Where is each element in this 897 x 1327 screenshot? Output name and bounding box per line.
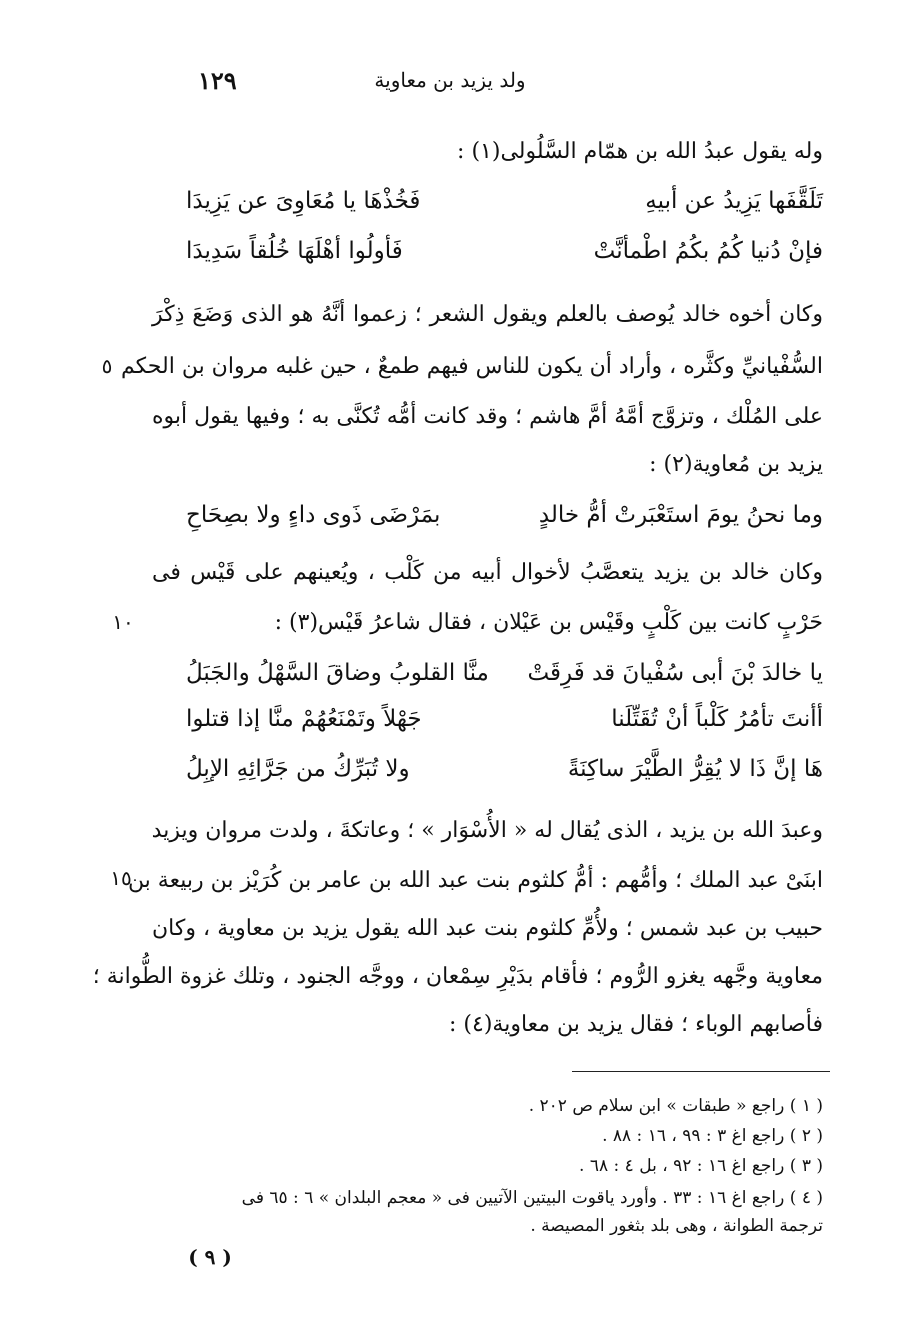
verse3-line2-right: أأنتَ تأمُرُ كَلْباً أنْ تُقَتِّلَنا: [611, 706, 823, 732]
footnote-4-continuation: ترجمة الطوانة ، وهى بلد بثغور المصيصة .: [530, 1216, 823, 1236]
verse3-line3-right: هَا إنَّ ذَا لا يُقِرُّ الطَّيْرَ ساكِنَةً: [567, 756, 823, 782]
verse1-line1-right: تَلَقَّفَها يَزِيدُ عن أبيهِ: [645, 188, 823, 214]
paragraph3-line2: حَرْبٍ كانت بين كَلْبٍ وقَيْس بن عَيْلان ، فقال شاعرُ قَيْس(٣) :: [274, 610, 823, 635]
page-number: ١٢٩: [198, 66, 237, 95]
verse2-line1-left: بمَرْضَى ذَوى داءٍ ولا بصِحَاحِ: [186, 502, 441, 528]
paragraph3-line1: وكان خالد بن يزيد يتعصَّبُ لأخوال أبيه من كَلْب ، ويُعينهم على قَيْس فى: [152, 560, 823, 585]
paragraph2-line3: على المُلْك ، وتزوَّج أمَّهُ أمَّ هاشم ؛ وقد كانت أمُّه تُكنَّى به ؛ وفيها يقول أبوه: [152, 404, 823, 429]
verse3-line1-right: يا خالدَ بْنَ أبى سُفْيانَ قد فَرِقَتْ: [527, 660, 823, 686]
paragraph2-line1: وكان أخوه خالد يُوصف بالعلم ويقول الشعر ؛ زعموا أنَّهُ هو الذى وَضَعَ ذِكْرَ: [152, 302, 823, 327]
running-header: ولد يزيد بن معاوية: [374, 68, 526, 92]
margin-line-number: ١٥: [110, 866, 132, 890]
verse2-line1-right: وما نحنُ يومَ استَعْبَرتْ أمُّ خالدٍ: [538, 502, 823, 528]
footnote-separator: [572, 1071, 830, 1072]
paragraph2-line2: السُّفْيانيِّ وكثَّره ، وأراد أن يكون للناس فيهم طمعٌ ، حين غلبه مروان بن الحكم: [121, 354, 823, 379]
paragraph4-line2: ابنَىْ عبد الملك ؛ وأمُّهم : أمُّ كلثوم بنت عبد الله بن عامر بن كُرَيْز بن ربيعة بن: [127, 868, 823, 893]
paragraph2-line4: يزيد بن مُعاوية(٢) :: [649, 452, 823, 477]
paragraph4-line4: معاوية وجَّهه يغزو الرُّوم ؛ فأقام بدَيْرِ سِمْعان ، ووجَّه الجنود ، وتلك غزوة الطُّوانة ؛: [92, 964, 823, 989]
footnote-3: ( ٣ ) راجع اغ ١٦ : ٩٢ ، بل ٤ : ٦٨ .: [579, 1156, 823, 1176]
footnote-1: ( ١ ) راجع « طبقات » ابن سلام ص ٢٠٢ .: [528, 1096, 823, 1116]
verse1-line2-left: فَأولُوا أهْلَهَا خُلُقاً سَدِيدَا: [186, 238, 403, 264]
folio-signature: ( ٩ ): [188, 1245, 232, 1269]
paragraph4-line1: وعبدَ الله بن يزيد ، الذى يُقال له « الأُسْوَار » ؛ وعاتكةَ ، ولدت مروان ويزيد: [151, 818, 823, 843]
footnote-4: ( ٤ ) راجع اغ ١٦ : ٣٣ . وأورد ياقوت البيتين الآتيين فى « معجم البلدان » ٦ : ٦٥ فى: [241, 1188, 823, 1208]
verse3-line1-left: منَّا القلوبُ وضاقَ السَّهْلُ والجَبَلُ: [186, 660, 489, 686]
verse1-line1-left: فَخُذْهَا يا مُعَاوِىَ عن يَزِيدَا: [186, 188, 421, 214]
footnote-2: ( ٢ ) راجع اغ ٣ : ٩٩ ، ١٦ : ٨٨ .: [602, 1126, 823, 1146]
margin-line-number: ١٠: [112, 610, 134, 634]
paragraph4-line3: حبيب بن عبد شمس ؛ ولأُمِّ كلثوم بنت عبد الله يقول يزيد بن معاوية ، وكان: [152, 916, 823, 941]
margin-line-number: ٥: [101, 354, 113, 378]
intro-line: وله يقول عبدُ الله بن همّام السَّلُولى(١) :: [457, 139, 823, 164]
verse3-line2-left: جَهْلاً وتَمْنَعُهُمْ منَّا إذا قتلوا: [186, 706, 422, 732]
verse1-line2-right: فإنْ دُنيا كُمُ بكُمُ اطْمأنَّتْ: [593, 238, 823, 264]
paragraph4-line5: فأصابهم الوباء ؛ فقال يزيد بن معاوية(٤) :: [448, 1012, 823, 1037]
verse3-line3-left: ولا تُبَرِّكُ من جَرَّائِهِ الإبِلُ: [186, 756, 410, 782]
